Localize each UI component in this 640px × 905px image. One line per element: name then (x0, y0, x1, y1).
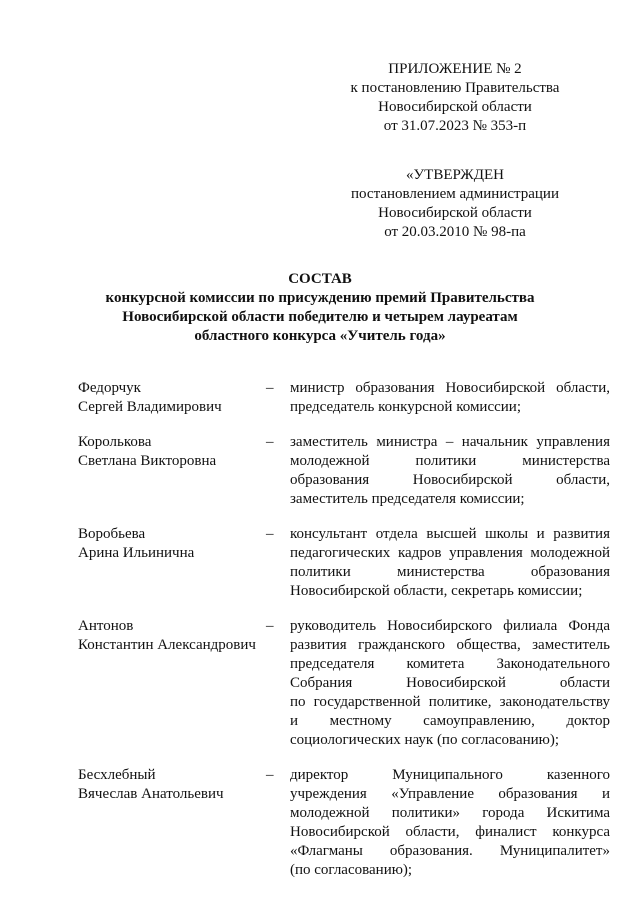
member-name: Федорчук Сергей Владимирович (78, 380, 222, 415)
appendix-number: ПРИЛОЖЕНИЕ № 2 (388, 61, 522, 77)
title-heading: СОСТАВ (288, 271, 352, 287)
member-row (78, 617, 610, 750)
title-line: областного конкурса «Учитель года» (194, 328, 446, 344)
member-name: Королькова Светлана Викторовна (78, 434, 217, 469)
member-row (78, 379, 610, 417)
member-name: Бесхлебный Вячеслав Анатольевич (78, 767, 224, 802)
member-role: директор Муниципального казенного учреждения «Управление образования и молодежной политики» города Искитима Новосибирской области, финалист конкурса «Флагманы образования. Муниципалитет» (по согласованию); (290, 767, 610, 878)
dash-separator: – (266, 618, 274, 634)
dash-separator: – (266, 434, 274, 450)
appendix-line: к постановлению Правительства (350, 80, 560, 96)
dash-separator: – (266, 767, 274, 783)
member-row (78, 766, 610, 880)
title-line: конкурсной комиссии по присуждению премий Правительства (105, 290, 535, 306)
member-row (78, 433, 610, 509)
appendix-line: Новосибирской области (378, 99, 532, 115)
approval-header (330, 166, 580, 242)
members-list (78, 379, 610, 896)
member-role: руководитель Новосибирского филиала Фонда развития гражданского общества, заместитель председателя комитета Законодательного Собрания Новосибирской области по государственной политике, законодательству и местному самоуправлению, доктор социологических наук (по согласованию); (290, 618, 610, 748)
dash-separator: – (266, 526, 274, 542)
member-name: Антонов Константин Александрович (78, 618, 256, 653)
appendix-header (330, 60, 580, 136)
approval-line: Новосибирской области (378, 205, 532, 221)
member-role: министр образования Новосибирской области, председатель конкурсной комиссии; (290, 380, 610, 415)
appendix-date: от 31.07.2023 № 353-п (383, 118, 527, 134)
document-title (60, 270, 580, 346)
member-row (78, 525, 610, 601)
approval-title: «УТВЕРЖДЕН (406, 167, 504, 183)
dash-separator: – (266, 380, 274, 396)
member-role: заместитель министра – начальник управления молодежной политики министерства образования Новосибирской области, заместитель председателя комиссии; (290, 434, 610, 507)
approval-line: постановлением администрации (351, 186, 559, 202)
member-role: консультант отдела высшей школы и развития педагогических кадров управления молодежной политики министерства образования Новосибирской области, секретарь комиссии; (290, 526, 610, 599)
title-line: Новосибирской области победителю и четырем лауреатам (122, 309, 518, 325)
approval-date: от 20.03.2010 № 98-па (384, 224, 526, 240)
member-name: Воробьева Арина Ильинична (78, 526, 195, 561)
